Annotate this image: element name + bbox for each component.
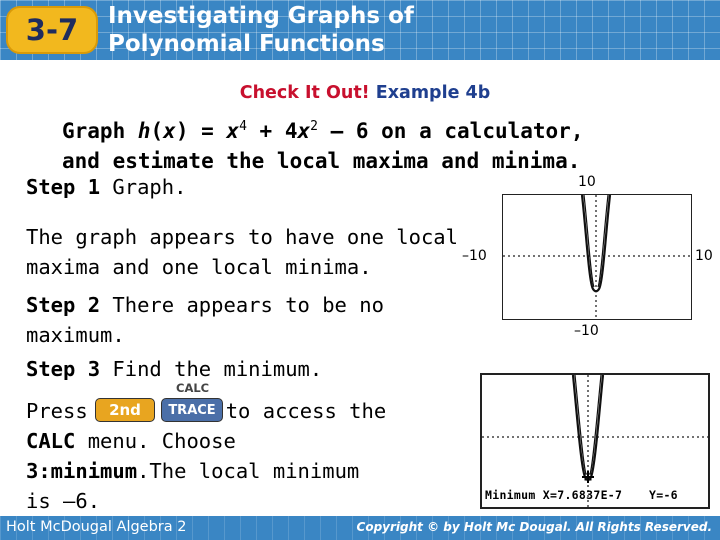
step3-text: Find the minimum. [100,357,323,381]
graph1-ymin-label: –10 [574,323,599,339]
step2-text: There appears to be no maximum. [26,293,384,347]
graph1-ymax-label: 10 [578,174,596,190]
graph1-xmin-label: –10 [462,248,487,264]
example-heading [0,83,720,103]
minimum-y-readout: Y=-6 [649,488,678,502]
problem-statement [62,112,702,176]
menu-choose-text: menu. Choose [75,429,236,453]
step1-text: Graph. [100,175,187,199]
problem-text: ) = [175,119,227,143]
problem-text: ( [150,119,164,143]
variable: x [163,119,176,143]
step3 [26,354,446,384]
graph1-xmax-label: 10 [695,248,713,264]
problem-text: + 4 [246,119,298,143]
press-instructions [26,396,466,516]
press-line [26,396,466,426]
graph1-plot [503,195,690,318]
variable: x [297,119,311,143]
calc-menu-label: CALC [26,429,76,453]
variable: x [226,119,240,143]
lesson-number-badge: 3-7 [6,6,98,54]
calc-menu-line [26,426,466,456]
second-key-button: 2nd [95,398,155,422]
lesson-title [108,2,568,58]
access-text: to access the [225,399,387,423]
calc-key-label: CALC [176,381,210,395]
result-text: .The local minimum [137,459,360,483]
result-value: is –6. [26,489,101,513]
choice-line [26,456,466,486]
step3-label: Step 3 [26,357,101,381]
problem-text: Graph [62,119,138,143]
press-word: Press [26,399,88,423]
problem-text: – 6 on a calculator, [317,119,584,143]
step1 [26,172,446,202]
minimum-choice: 3:minimum [26,459,138,483]
header-bar [0,0,720,60]
minimum-x-readout: Minimum X=7.6837E-7 [485,488,623,502]
lesson-title-line2: Polynomial Functions [108,31,385,57]
step2-label: Step 2 [26,293,101,317]
problem-line1 [62,112,702,146]
problem-line2: and estimate the local maxima and minima. [62,149,581,173]
lesson-title-line1: Investigating Graphs of [108,3,414,29]
step1-label: Step 1 [26,175,101,199]
graph2-readout [483,484,709,506]
graph1-window [502,194,692,320]
exponent: 2 [310,119,318,134]
exponent: 4 [239,119,247,134]
example-label: Example 4b [375,83,491,103]
trace-key-button: TRACE [161,398,223,422]
footer-bar [0,516,720,540]
step2 [26,290,426,350]
observation-text: The graph appears to have one local maxima and one local minima. [26,225,458,279]
check-it-out-label: Check It Out! [239,83,370,103]
footer-copyright: Copyright © by Holt Mc Dougal. All Rights Reserved. [356,520,712,534]
function-name: h [137,119,151,143]
footer-course: Holt McDougal Algebra 2 [6,519,187,535]
